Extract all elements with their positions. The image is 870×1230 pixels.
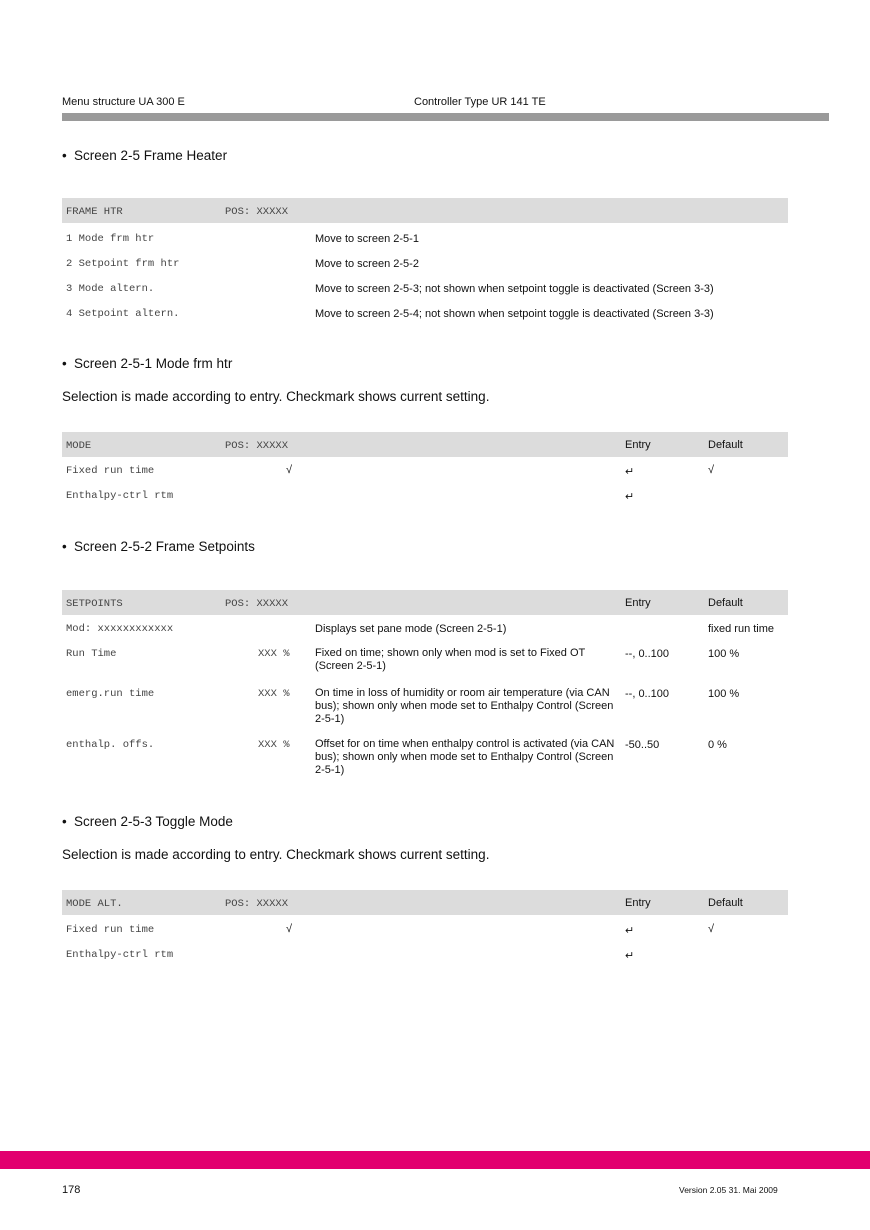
table-row-entry: --, 0..100 <box>625 688 670 700</box>
header-divider <box>62 113 829 121</box>
table-title: MODE ALT. <box>66 898 123 910</box>
default-column-header: Default <box>708 897 743 909</box>
bullet-icon: • <box>62 148 67 163</box>
header-doc-title: Menu structure UA 300 E <box>62 96 185 108</box>
enter-icon: ↵ <box>625 466 635 478</box>
table-row-desc: Fixed on time; shown only when mod is set to Fixed OT (Screen 2-5-1) <box>315 647 586 672</box>
table-row-desc: Move to screen 2-5-1 <box>315 233 419 245</box>
section-heading-2-5: • Screen 2-5 Frame Heater <box>62 148 228 163</box>
table-row-name: Enthalpy-ctrl rtm <box>66 949 174 961</box>
table-setpoints-body <box>62 623 788 783</box>
section-heading-2-5-2: • Screen 2-5-2 Frame Setpoints <box>62 539 255 554</box>
pos-label: POS: XXXXX <box>225 898 289 910</box>
enter-icon: ↵ <box>625 950 635 962</box>
table-row-name: Mod: xxxxxxxxxxxx <box>66 623 174 635</box>
enter-icon: ↵ <box>625 491 635 503</box>
table-row-entry: -50..50 <box>625 739 660 751</box>
table-row-name: Enthalpy-ctrl rtm <box>66 490 174 502</box>
page-number: 178 <box>62 1184 81 1196</box>
table-header-frame-htr <box>62 198 788 223</box>
pos-label: POS: XXXXX <box>225 440 289 452</box>
table-mode-body <box>62 465 788 515</box>
table-header-mode-alt <box>62 890 788 915</box>
table-row-desc: Move to screen 2-5-2 <box>315 258 419 270</box>
checkmark-icon: √ <box>286 923 293 935</box>
table-row-name: 3 Mode altern. <box>66 283 155 295</box>
section-paragraph: Selection is made according to entry. Checkmark shows current setting. <box>62 389 490 404</box>
bullet-icon: • <box>62 814 67 829</box>
footer-accent-bar <box>0 1151 870 1169</box>
table-row-value: XXX % <box>258 688 290 700</box>
table-title: MODE <box>66 440 92 452</box>
checkmark-icon: √ <box>286 464 293 476</box>
table-row-entry: --, 0..100 <box>625 648 670 660</box>
table-row-default: 100 % <box>708 648 740 660</box>
table-row-desc: On time in loss of humidity or room air temperature (via CAN bus); shown only when mode set to Enthalpy Control (Screen 2-5-1) <box>315 687 614 725</box>
header-controller-type: Controller Type UR 141 TE <box>414 96 546 108</box>
table-row-name: Run Time <box>66 648 117 660</box>
default-column-header: Default <box>708 597 743 609</box>
section-heading-2-5-3: • Screen 2-5-3 Toggle Mode <box>62 814 233 829</box>
checkmark-icon: √ <box>708 464 715 476</box>
table-row-desc: Displays set pane mode (Screen 2-5-1) <box>315 623 507 635</box>
table-row-name: Fixed run time <box>66 924 155 936</box>
bullet-icon: • <box>62 356 67 371</box>
table-row-desc: Offset for on time when enthalpy control is activated (via CAN bus); shown only when mode set to Enthalpy Control (Screen 2-5-1) <box>315 738 615 776</box>
section-paragraph: Selection is made according to entry. Checkmark shows current setting. <box>62 847 490 862</box>
entry-column-header: Entry <box>625 597 651 609</box>
table-row-value: XXX % <box>258 648 290 660</box>
table-row-name: emerg.run time <box>66 688 155 700</box>
table-row-name: 1 Mode frm htr <box>66 233 155 245</box>
table-title: SETPOINTS <box>66 598 123 610</box>
version-info: Version 2.05 31. Mai 2009 <box>679 1185 778 1195</box>
table-row-value: XXX % <box>258 739 290 751</box>
table-row-default: 0 % <box>708 739 727 751</box>
table-row-desc: Move to screen 2-5-3; not shown when setpoint toggle is deactivated (Screen 3-3) <box>315 283 714 295</box>
table-row-name: enthalp. offs. <box>66 739 155 751</box>
table-header-mode <box>62 432 788 457</box>
table-row-name: 2 Setpoint frm htr <box>66 258 180 270</box>
enter-icon: ↵ <box>625 925 635 937</box>
table-row-name: 4 Setpoint altern. <box>66 308 180 320</box>
pos-label: POS: XXXXX <box>225 598 289 610</box>
entry-column-header: Entry <box>625 439 651 451</box>
entry-column-header: Entry <box>625 897 651 909</box>
table-mode-alt-body <box>62 924 788 974</box>
table-row-desc: Move to screen 2-5-4; not shown when setpoint toggle is deactivated (Screen 3-3) <box>315 308 714 320</box>
section-heading-2-5-1: • Screen 2-5-1 Mode frm htr <box>62 356 233 371</box>
checkmark-icon: √ <box>708 923 715 935</box>
table-frame-htr-body <box>62 233 788 333</box>
table-row-name: Fixed run time <box>66 465 155 477</box>
table-row-default: 100 % <box>708 688 740 700</box>
table-title: FRAME HTR <box>66 206 123 218</box>
table-row-default: fixed run time <box>708 623 775 635</box>
table-header-setpoints <box>62 590 788 615</box>
default-column-header: Default <box>708 439 743 451</box>
bullet-icon: • <box>62 539 67 554</box>
pos-label: POS: XXXXX <box>225 206 289 218</box>
